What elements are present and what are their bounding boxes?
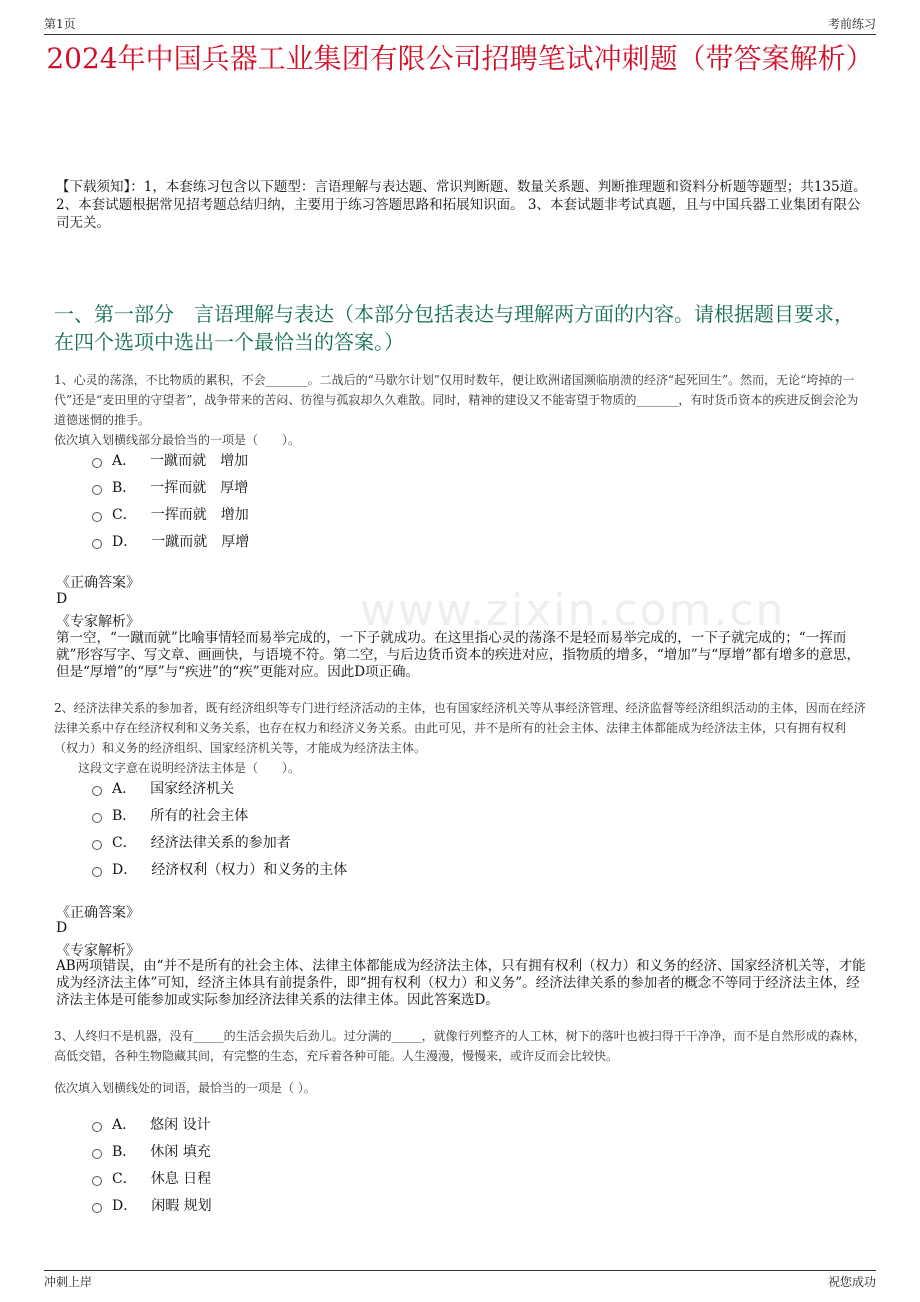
answer-label: 《正确答案》 bbox=[56, 905, 140, 921]
option-c[interactable]: C． 经济法律关系的参加者 bbox=[92, 828, 347, 855]
radio-icon[interactable] bbox=[92, 867, 102, 877]
question-text: 2、经济法律关系的参加者，既有经济组织等专门进行经济活动的主体，也有国家经济机关等从事经济管理、经济监督等经济组织活动的主体，因而在经济法律关系中存在经济权利和义务关系，也存在权力和经济义务关系。由此可见，并不是所有的社会主体、法律主体都能成为经济法主体，只有拥有权利（权力）和义务的经济组织、国家经济机关等，才能成为经济法主体。 bbox=[54, 701, 866, 755]
option-c[interactable]: C． 休息 日程 bbox=[92, 1164, 212, 1191]
download-notice: 【下载须知】：1，本套练习包含以下题型：言语理解与表达题、常识判断题、数量关系题、判断推理题和资料分析题等题型；共135道。 2、本套试题根据常见招考题总结归纳，主要用于练习答题思路和拓展知识面。 3、本套试题非考试真题，且与中国兵器工业集团有限公司无关。 bbox=[56, 179, 867, 231]
explanation-label: 《专家解析》 bbox=[56, 614, 140, 630]
answer-label: 《正确答案》 bbox=[56, 575, 140, 591]
question-2 bbox=[54, 698, 866, 778]
radio-icon[interactable] bbox=[92, 512, 102, 522]
radio-icon[interactable] bbox=[92, 786, 102, 796]
option-c[interactable]: C． 一挥而就 增加 bbox=[92, 500, 249, 527]
radio-icon[interactable] bbox=[92, 458, 102, 468]
options-q2 bbox=[92, 774, 347, 882]
document-title: 2024年中国兵器工业集团有限公司招聘笔试冲刺题（带答案解析） bbox=[46, 42, 874, 75]
page-number: 第1页 bbox=[44, 17, 76, 31]
question-prompt: 依次填入划横线处的词语，最恰当的一项是（ ）。 bbox=[54, 1081, 316, 1095]
option-d[interactable]: D． 一蹴而就 厚增 bbox=[92, 527, 249, 554]
footer-right: 祝您成功 bbox=[827, 1275, 876, 1289]
radio-icon[interactable] bbox=[92, 1122, 102, 1132]
option-d[interactable]: D． 闲暇 规划 bbox=[92, 1191, 212, 1218]
options-q3 bbox=[92, 1110, 212, 1218]
radio-icon[interactable] bbox=[92, 485, 102, 495]
watermark: www.zixin.com.cn bbox=[360, 585, 786, 636]
question-1 bbox=[54, 370, 866, 450]
question-3 bbox=[54, 1026, 866, 1098]
radio-icon[interactable] bbox=[92, 1176, 102, 1186]
footer-left: 冲刺上岸 bbox=[44, 1275, 93, 1289]
header-category: 考前练习 bbox=[827, 17, 876, 31]
explanation-label: 《专家解析》 bbox=[56, 943, 140, 959]
radio-icon[interactable] bbox=[92, 539, 102, 549]
option-d[interactable]: D． 经济权利（权力）和义务的主体 bbox=[92, 855, 347, 882]
answer-value: D bbox=[56, 591, 68, 607]
question-prompt: 这段文字意在说明经济法主体是（ ）。 bbox=[78, 761, 301, 775]
option-a[interactable]: A． 国家经济机关 bbox=[92, 774, 347, 801]
section-heading: 一、第一部分 言语理解与表达（本部分包括表达与理解两方面的内容。请根据题目要求，在四个选项中选出一个最恰当的答案。） bbox=[54, 302, 854, 354]
question-text: 1、心灵的荡涤，不比物质的累积，不会_______。二战后的“马歇尔计划”仅用时数年，便让欧洲诸国濒临崩溃的经济“起死回生”。然而，无论“垮掉的一代”还是“麦田里的守望者”，战争带来的苦闷、彷徨与孤寂却久久难散。同时，精神的建设又不能寄望于物质的_______，有时货币资本的疾进反倒会沦为道德迷惘的推手。 bbox=[54, 373, 859, 427]
option-a[interactable]: A． 一蹴而就 增加 bbox=[92, 446, 249, 473]
option-b[interactable]: B． 休闲 填充 bbox=[92, 1137, 212, 1164]
radio-icon[interactable] bbox=[92, 1149, 102, 1159]
page-header bbox=[44, 10, 876, 35]
option-a[interactable]: A． 悠闲 设计 bbox=[92, 1110, 212, 1137]
options-q1 bbox=[92, 446, 249, 554]
explanation-text: 第一空，“一蹴而就”比喻事情轻而易举完成的，一下子就成功。在这里指心灵的荡涤不是轻而易举完成的，一下子就完成的；“一挥而就”形容写字、写文章、画画快，与语境不符。第二空，与后边货币资本的疾进对应，指物质的增多，“增加”与“厚增”都有增多的意思，但是“厚增”的“厚”与“疾进”的“疾”更能对应。因此D项正确。 bbox=[56, 630, 861, 680]
radio-icon[interactable] bbox=[92, 813, 102, 823]
question-prompt: 依次填入划横线部分最恰当的一项是（ ）。 bbox=[54, 433, 301, 447]
answer-value: D bbox=[56, 920, 68, 936]
question-text: 3、人终归不是机器，没有_____的生活会损失后劲儿。过分满的_____，就像行列整齐的人工林，树下的落叶也被扫得干干净净，而不是自然形成的森林，高低交错，各种生物隐藏其间，有完整的生态，充斥着各种可能。人生漫漫，慢慢来，或许反而会比较快。 bbox=[54, 1029, 866, 1063]
page-footer bbox=[44, 1270, 876, 1295]
radio-icon[interactable] bbox=[92, 1203, 102, 1213]
option-b[interactable]: B． 所有的社会主体 bbox=[92, 801, 347, 828]
radio-icon[interactable] bbox=[92, 840, 102, 850]
option-b[interactable]: B． 一挥而就 厚增 bbox=[92, 473, 249, 500]
explanation-text: AB两项错误，由“并不是所有的社会主体、法律主体都能成为经济法主体，只有拥有权利（权力）和义务的经济、国家经济机关等，才能成为经济法主体”可知，经济主体具有前提条件，即“拥有权利（权力）和义务”。经济法律关系的参加者的概念不等同于经济法主体，经济法主体是可能参加或实际参加经济法律关系的法律主体。因此答案选D。 bbox=[56, 958, 866, 1008]
